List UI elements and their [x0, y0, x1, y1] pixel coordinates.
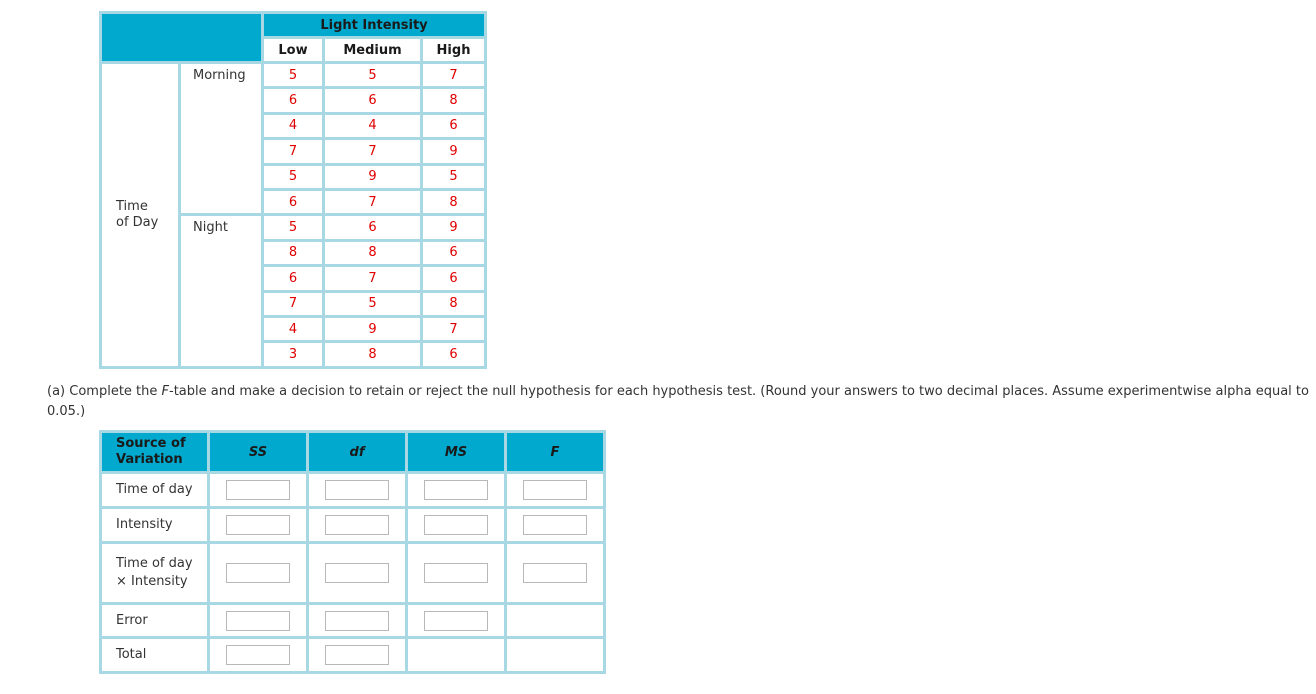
- df-cell: [309, 509, 405, 541]
- ss-interaction-input[interactable]: [226, 563, 290, 583]
- column-header-high: High: [423, 39, 484, 61]
- light-intensity-header: Light Intensity: [264, 14, 484, 36]
- data-cell: 8: [423, 293, 484, 315]
- df-total-input[interactable]: [325, 645, 389, 665]
- data-cell: 6: [325, 216, 420, 238]
- f-cell: [507, 509, 603, 541]
- f-table-row: [102, 474, 603, 506]
- data-cell: 4: [264, 318, 322, 340]
- df-time-of-day-input[interactable]: [325, 480, 389, 500]
- data-cell: 7: [423, 64, 484, 86]
- data-cell: 6: [423, 242, 484, 264]
- row-label-error: Error: [102, 605, 207, 636]
- data-cell: 6: [264, 89, 322, 111]
- data-cell: 7: [423, 318, 484, 340]
- source-of-variation-header: Source of Variation: [102, 433, 207, 471]
- time-of-day-label: Time of Day: [102, 64, 178, 366]
- empty-cell: [408, 639, 504, 671]
- ms-cell: [408, 605, 504, 636]
- data-cell: 5: [423, 166, 484, 188]
- data-cell: 9: [423, 140, 484, 162]
- empty-cell: [507, 605, 603, 636]
- data-cell: 8: [423, 89, 484, 111]
- data-cell: 9: [325, 166, 420, 188]
- data-cell: 5: [264, 166, 322, 188]
- group-label-morning: Morning: [181, 64, 261, 213]
- data-cell: 7: [325, 140, 420, 162]
- data-cell: 6: [423, 267, 484, 289]
- row-label-intensity: Intensity: [102, 509, 207, 541]
- data-cell: 6: [423, 115, 484, 137]
- ms-cell: [408, 474, 504, 506]
- f-table: [99, 430, 606, 674]
- ss-error-input[interactable]: [226, 611, 290, 631]
- ms-header: MS: [408, 433, 504, 471]
- ss-time-of-day-input[interactable]: [226, 480, 290, 500]
- ms-cell: [408, 544, 504, 602]
- f-table-row: [102, 509, 603, 541]
- data-cell: 3: [264, 343, 322, 365]
- ss-cell: [210, 605, 306, 636]
- ms-error-input[interactable]: [424, 611, 488, 631]
- df-cell: [309, 639, 405, 671]
- ms-time-of-day-input[interactable]: [424, 480, 488, 500]
- data-cell: 6: [325, 89, 420, 111]
- data-cell: 9: [325, 318, 420, 340]
- df-error-input[interactable]: [325, 611, 389, 631]
- row-label-total: Total: [102, 639, 207, 671]
- df-interaction-input[interactable]: [325, 563, 389, 583]
- f-intensity-input[interactable]: [523, 515, 587, 535]
- f-time-of-day-input[interactable]: [523, 480, 587, 500]
- part-label: (a): [47, 384, 66, 399]
- f-letter: F: [161, 384, 170, 399]
- data-cell: 7: [325, 191, 420, 213]
- ss-total-input[interactable]: [226, 645, 290, 665]
- f-header: F: [507, 433, 603, 471]
- data-cell: 7: [264, 293, 322, 315]
- data-cell: 5: [264, 64, 322, 86]
- column-header-medium: Medium: [325, 39, 420, 61]
- instructions-before: Complete the: [69, 384, 162, 399]
- df-cell: [309, 474, 405, 506]
- column-header-low: Low: [264, 39, 322, 61]
- empty-cell: [507, 639, 603, 671]
- ss-intensity-input[interactable]: [226, 515, 290, 535]
- data-cell: 6: [264, 267, 322, 289]
- row-label-time-of-day: Time of day: [102, 474, 207, 506]
- ss-cell: [210, 544, 306, 602]
- df-cell: [309, 544, 405, 602]
- ms-interaction-input[interactable]: [424, 563, 488, 583]
- header-corner: [102, 14, 261, 61]
- data-cell: 4: [325, 115, 420, 137]
- data-cell: 4: [264, 115, 322, 137]
- ss-cell: [210, 639, 306, 671]
- group-label-night: Night: [181, 216, 261, 365]
- f-table-row: [102, 605, 603, 636]
- f-cell: [507, 544, 603, 602]
- data-cell: 8: [325, 242, 420, 264]
- data-cell: 7: [264, 140, 322, 162]
- row-label-interaction: Time of day × Intensity: [102, 544, 207, 602]
- data-cell: 7: [325, 267, 420, 289]
- f-table-row: [102, 639, 603, 671]
- f-table-row: [102, 544, 603, 602]
- data-table: [99, 11, 487, 369]
- data-cell: 5: [325, 293, 420, 315]
- ss-header: SS: [210, 433, 306, 471]
- data-cell: 8: [423, 191, 484, 213]
- df-intensity-input[interactable]: [325, 515, 389, 535]
- data-row: [102, 64, 484, 86]
- data-cell: 5: [325, 64, 420, 86]
- df-header: df: [309, 433, 405, 471]
- data-cell: 8: [264, 242, 322, 264]
- f-cell: [507, 474, 603, 506]
- f-interaction-input[interactable]: [523, 563, 587, 583]
- data-cell: 9: [423, 216, 484, 238]
- data-cell: 8: [325, 343, 420, 365]
- instructions-after: -table and make a decision to retain or reject the null hypothesis for each hypothesis test. (Round your answers to two decimal places. Assume experimentwise alpha equal to 0.05.): [47, 384, 1309, 419]
- question-instructions: [47, 382, 1309, 422]
- ms-cell: [408, 509, 504, 541]
- ms-intensity-input[interactable]: [424, 515, 488, 535]
- ss-cell: [210, 474, 306, 506]
- data-cell: 6: [423, 343, 484, 365]
- df-cell: [309, 605, 405, 636]
- ss-cell: [210, 509, 306, 541]
- data-cell: 5: [264, 216, 322, 238]
- data-cell: 6: [264, 191, 322, 213]
